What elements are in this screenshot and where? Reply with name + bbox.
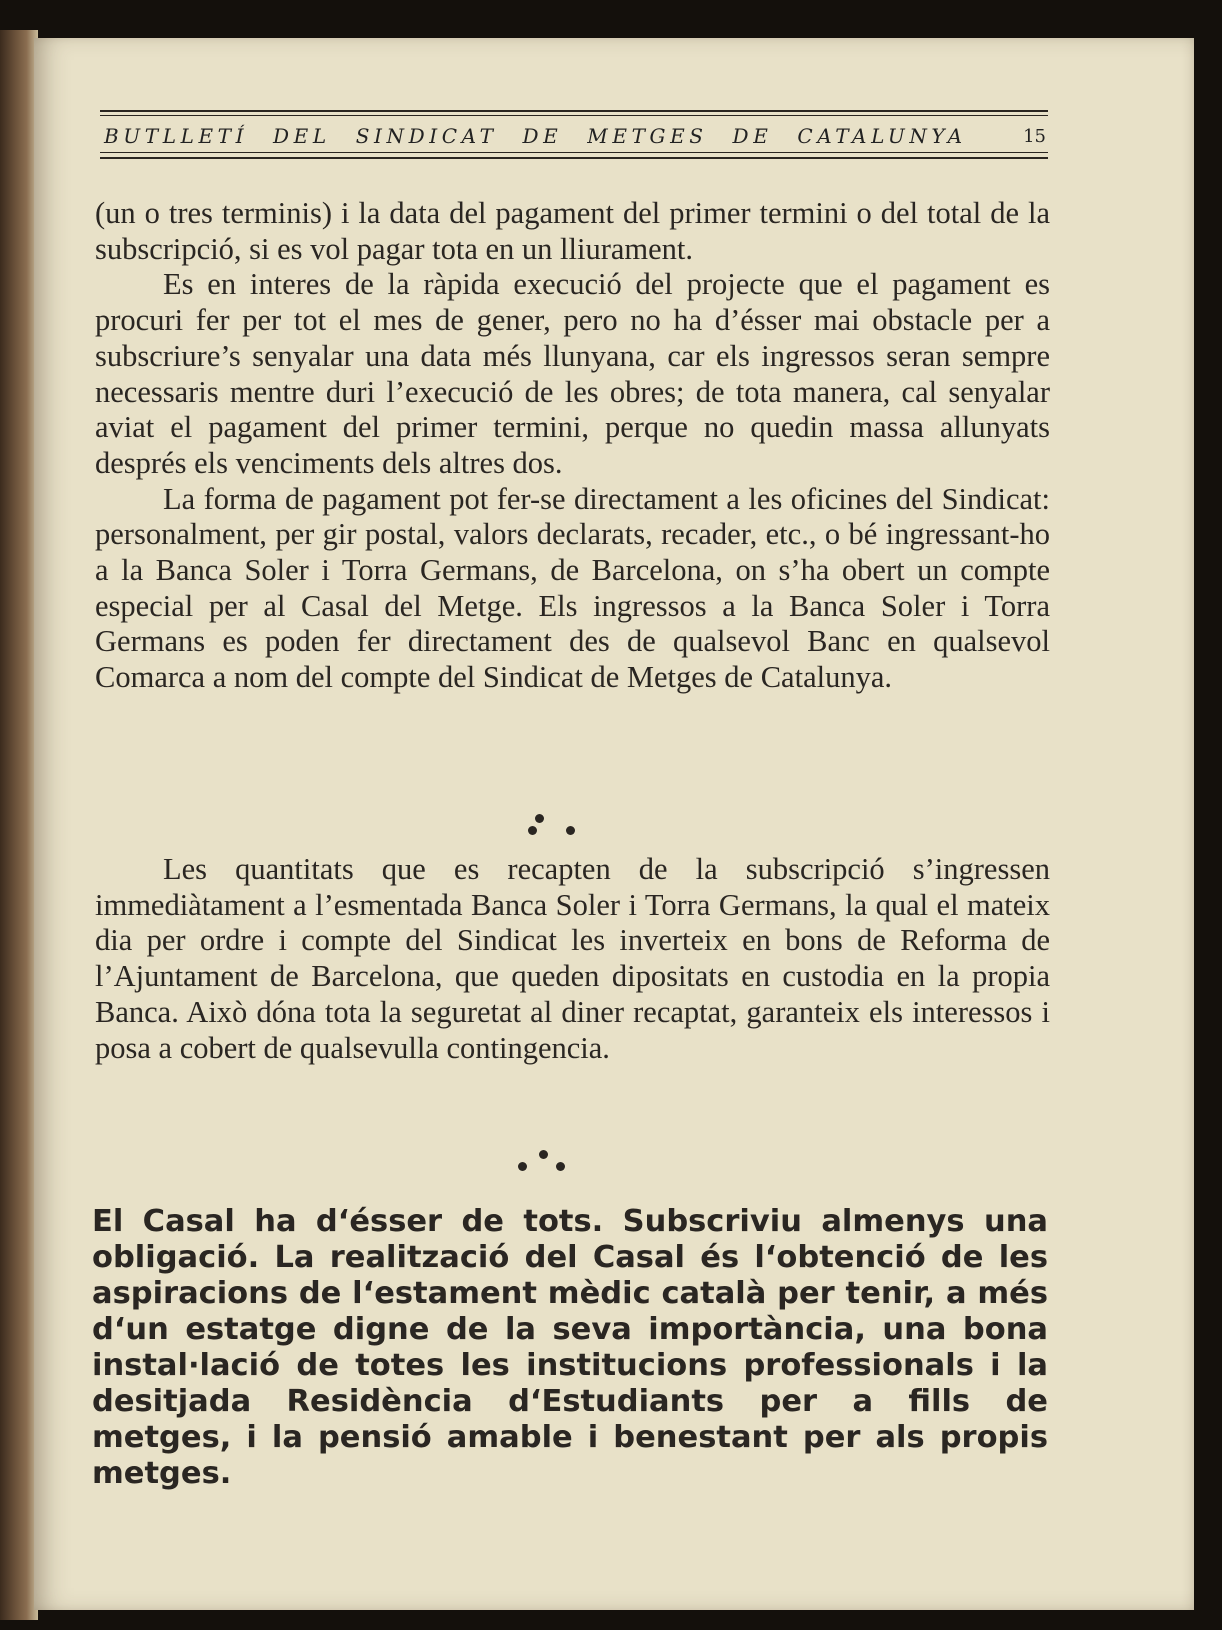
running-header [100, 106, 1048, 162]
ornament-dot [566, 826, 575, 835]
paragraph-2: Es en interes de la ràpida execució del projecte que el pagament es procuri fer per tot el mes de gener, pero no ha d’ésser mai obstacle per a subscriure’s senyalar una data més llunyana, car els ingressos seran sempre necessaris mentre duri l’execució de les obres; de tota manera, cal senyalar aviat el pagament del primer termini, perque no quedin massa allunyats després els venciments dels altres dos. [95, 267, 1050, 480]
ornament-dot [518, 1162, 527, 1171]
header-rule-top [100, 110, 1048, 112]
running-title: BUTLLETÍ DEL SINDICAT DE METGES DE CATALUNYA [104, 124, 967, 148]
paragraph-1: (un o tres terminis) i la data del pagament del primer termini o del total de la subscripció, si es vol pagar tota en un lliurament. [95, 196, 1050, 266]
header-rule-bottom [100, 157, 1048, 159]
page-number: 15 [1023, 126, 1046, 147]
ornament-dot [539, 1150, 548, 1159]
paragraph-4: Les quantitats que es recapten de la subscripció s’ingressen immediàtament a l’esmentada Banca Soler i Torra Germans, la qual el mateix dia per ordre i compte del Sindicat les inverteix en bons de Reforma de l’Ajuntament de Barcelona, que queden dipositats en custodia en la propia Banca. Això dóna tota la seguretat al diner recaptat, garanteix els interessos i posa a cobert de qualsevulla contingencia. [95, 852, 1050, 1065]
ornament-dot [556, 1162, 565, 1171]
closing-appeal: El Casal ha d‘ésser de tots. Subscriviu almenys una obligació. La realització del Casal és l‘obtenció de les aspiracions de l‘estament mèdic català per tenir, a més d‘un estatge digne de la seva importància, una bona instal·lació de totes les institucions professionals i la desitjada Residència d‘Estudiants per a fills de metges, i la pensió amable i benestant per als propis metges. [92, 1204, 1048, 1491]
paragraph-3: La forma de pagament pot fer-se directament a les oficines del Sindicat: personalment, per gir postal, valors declarats, recader, etc., o bé ingressant-ho a la Banca Soler i Torra Germans, de Barcelona, on s’ha obert un compte especial per al Casal del Metge. Els ingressos a la Banca Soler i Torra Germans es poden fer directament des de qualsevol Banc en qualsevol Comarca a nom del compte del Sindicat de Metges de Catalunya. [95, 481, 1050, 695]
ornament-dot [528, 826, 537, 835]
header-rule-bottom-thin [100, 152, 1048, 153]
body-text-block-1 [95, 196, 1050, 696]
body-text-block-2 [95, 852, 1050, 1066]
section-ornament [528, 808, 588, 844]
ornament-dot [535, 814, 544, 823]
header-rule-top-thin [100, 115, 1048, 116]
section-ornament [532, 1144, 592, 1180]
book-spine [0, 30, 38, 1620]
